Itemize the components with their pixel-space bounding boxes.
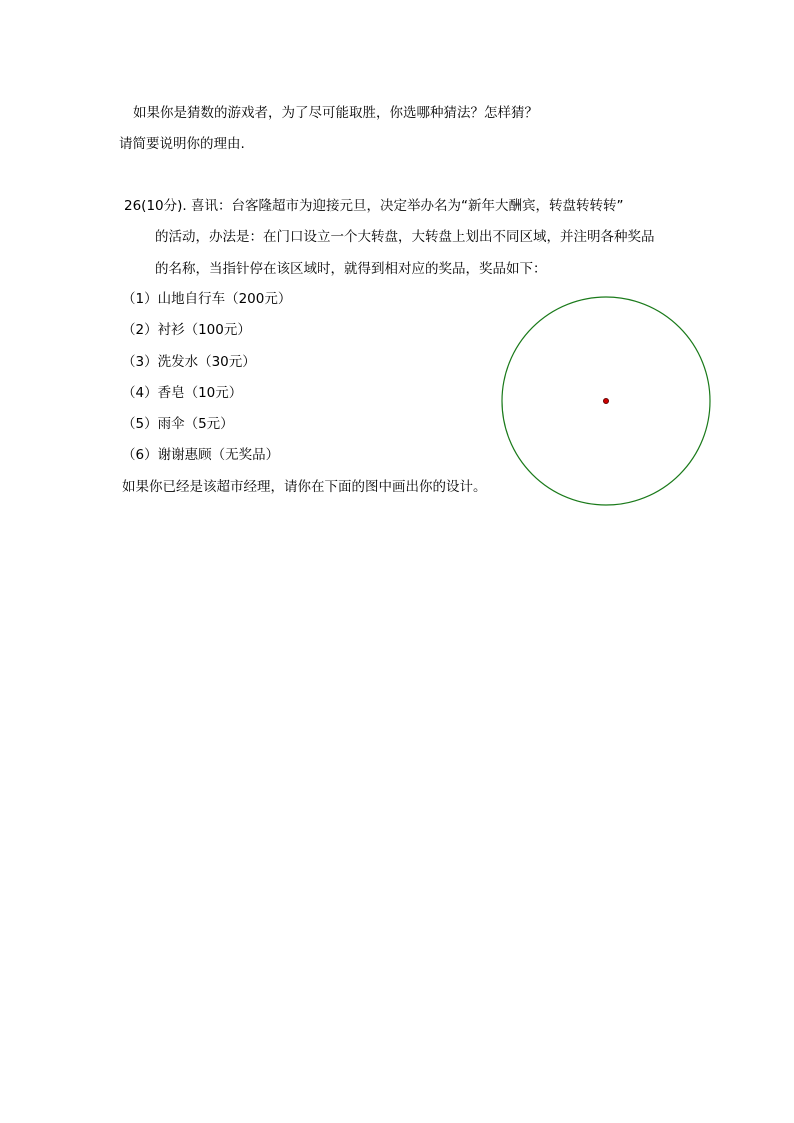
prize-item: （1）山地自行车（200元） — [122, 291, 292, 307]
prize-item: （6）谢谢惠顾（无奖品） — [122, 447, 280, 463]
question-header: 26(10分). 喜讯：台客隆超市为迎接元旦，决定举办名为“新年大酬宾，转盘转转转” — [124, 198, 624, 214]
turntable-figure — [501, 296, 711, 506]
turntable-circle — [501, 296, 711, 506]
prize-item: （3）洗发水（30元） — [122, 354, 256, 370]
center-point-icon — [603, 398, 608, 403]
question-line: 如果你是猜数的游戏者，为了尽可能取胜，你选哪种猜法？怎样猜？ — [133, 105, 538, 121]
prize-item: （4）香皂（10元） — [122, 385, 243, 401]
question-line: 的活动，办法是：在门口设立一个大转盘，大转盘上划出不同区域，并注明各种奖品 — [155, 229, 655, 245]
prize-item: （5）雨伞（5元） — [122, 416, 234, 432]
prize-item: （2）衬衫（100元） — [122, 322, 251, 338]
instruction-text: 如果你已经是该超市经理，请你在下面的图中画出你的设计。 — [122, 479, 487, 495]
question-line: 的名称，当指针停在该区域时，就得到相对应的奖品，奖品如下： — [155, 261, 547, 277]
question-line: 请简要说明你的理由. — [119, 136, 245, 152]
